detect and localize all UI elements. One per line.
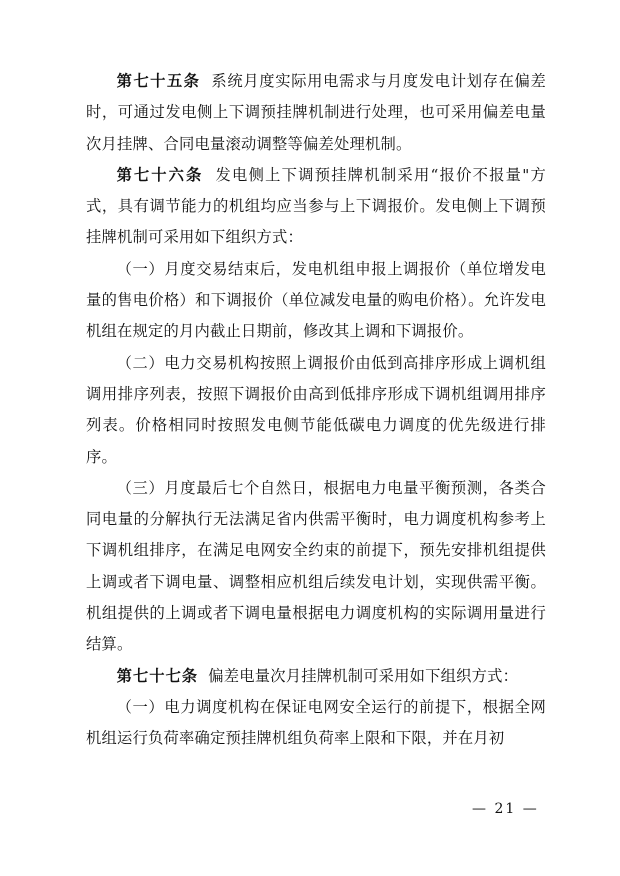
paragraph-text: （二）电力交易机构按照上调报价由低到高排序形成上调机组调用排序列表，按照下调报价由高到低排序形成下调机组调用排序列表。价格相同时按照发电侧节能低碳电力调度的优先级进行排序。: [86, 353, 546, 466]
article-76-paragraph: [86, 160, 546, 254]
article-76-item-3: [86, 473, 546, 661]
paragraph-text: （一）电力调度机构在保证电网安全运行的前提下，根据全网机组运行负荷率确定预挂牌机组负荷率上限和下限，并在月初: [86, 697, 546, 748]
article-heading: 第七十七条: [116, 666, 199, 685]
article-77-item-1: [86, 692, 546, 755]
article-heading: 第七十五条: [116, 72, 201, 90]
paragraph-text: 系统月度实际用电需求与月度发电计划存在偏差时，可通过发电侧上下调预挂牌机制进行处理，也可采用偏差电量次月挂牌、合同电量滚动调整等偏差处理机制。: [86, 72, 547, 153]
page-body: [86, 66, 546, 755]
article-heading: 第七十六条: [116, 165, 204, 184]
paragraph-text: 发电侧上下调预挂牌机制采用“报价不报量"方式，具有调节能力的机组均应当参与上下调报价。发电侧上下调预挂牌机制可采用如下组织方式：: [86, 165, 546, 247]
paragraph-text: （一）月度交易结束后，发电机组申报上调报价（单位增发电量的售电价格）和下调报价（单位减发电量的购电价格）。允许发电机组在规定的月内截止日期前，修改其上调和下调报价。: [86, 259, 546, 341]
paragraph-text: 偏差电量次月挂牌机制可采用如下组织方式：: [208, 666, 519, 685]
article-77-paragraph: [86, 661, 546, 692]
article-76-item-2: [86, 348, 546, 473]
article-76-item-1: [86, 254, 546, 348]
page-number: — 21 —: [472, 801, 539, 817]
article-75-paragraph: [86, 66, 546, 160]
paragraph-text: （三）月度最后七个自然日，根据电力电量平衡预测，各类合同电量的分解执行无法满足省内供需平衡时，电力调度机构参考上下调机组排序，在满足电网安全约束的前提下，预先安排机组提供上调或者下调电量、调整相应机组后续发电计划，实现供需平衡。机组提供的上调或者下调电量根据电力调度机构的实际调用量进行结算。: [86, 478, 546, 654]
